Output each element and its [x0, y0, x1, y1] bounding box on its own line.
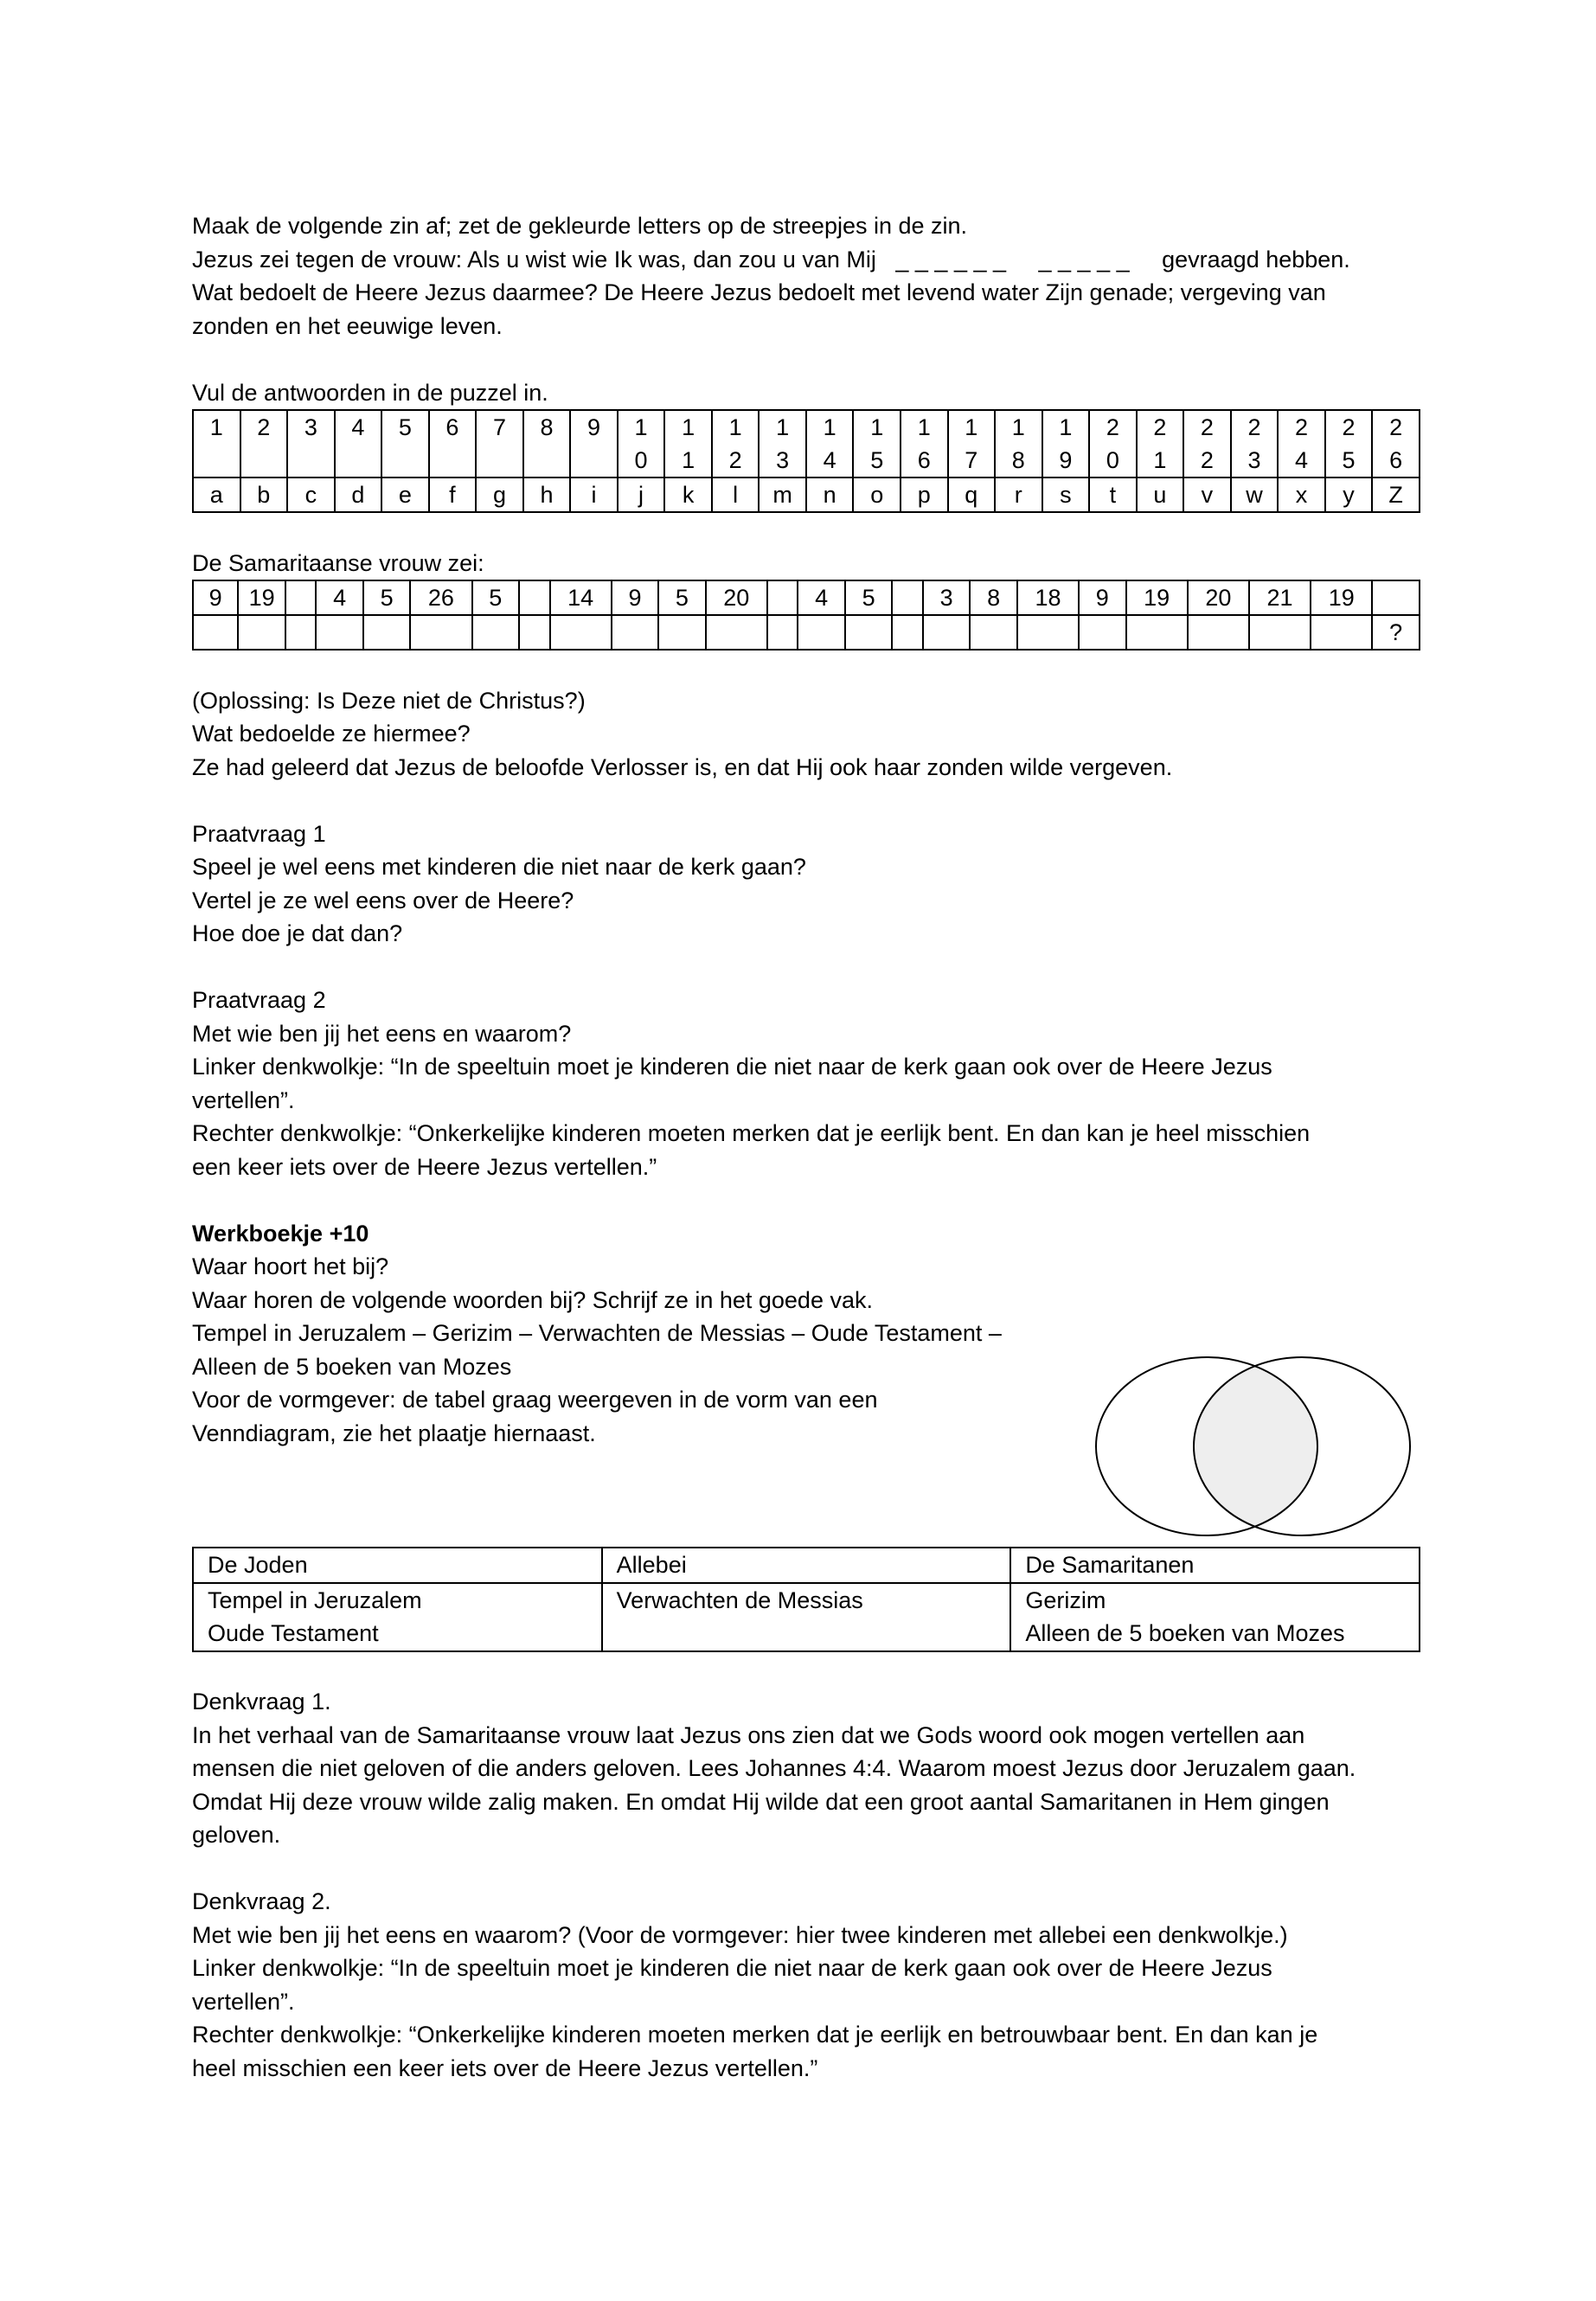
number-cell [1325, 410, 1373, 478]
letter-row [193, 478, 1420, 512]
answer-cell[interactable] [1079, 615, 1125, 650]
number-row [193, 410, 1420, 478]
answer-cell[interactable] [238, 615, 285, 650]
praat1-q2: Vertel je ze wel eens over de Heere? [192, 887, 574, 913]
answer-cell[interactable] [519, 615, 550, 650]
denk2-title: Denkvraag 2. [192, 1888, 331, 1914]
code-row [193, 580, 1420, 615]
letter-cell: p [901, 478, 948, 512]
number-digit: 2 [1247, 414, 1261, 440]
answer-cell[interactable] [1126, 615, 1188, 650]
intro-line-4: zonden en het eeuwige leven. [192, 312, 503, 339]
answer-cell[interactable] [845, 615, 892, 650]
letter-cell: j [618, 478, 665, 512]
werkboekje-line-1: Waar hoort het bij? [192, 1253, 389, 1279]
denk1-line-3: Omdat Hij deze vrouw wilde zalig maken. En omdat Hij wilde dat een groot aantal Samaritanen in Hem gingen [192, 1788, 1330, 1815]
number-digit: 1 [1011, 414, 1025, 440]
answer-cell[interactable] [658, 615, 705, 650]
werkboekje-line-3: Tempel in Jeruzalem – Gerizim – Verwachten de Messias – Oude Testament – [192, 1320, 1002, 1346]
number-cell [1089, 410, 1137, 478]
answer-cell[interactable] [363, 615, 410, 650]
number-cell [901, 410, 948, 478]
denk1-line-1: In het verhaal van de Samaritaanse vrouw laat Jezus ons zien dat we Gods woord ook mogen vertellen aan [192, 1721, 1305, 1748]
number-digit: 1 [776, 414, 790, 440]
number-digit: 1 [917, 414, 931, 440]
venn-header-allebei: Allebei [602, 1548, 1011, 1583]
letter-cell: e [381, 478, 429, 512]
number-digit: 1 [823, 414, 836, 440]
venn-overlap [1194, 1357, 1410, 1535]
letter-cell: f [429, 478, 477, 512]
praat1-q3: Hoe doe je dat dan? [192, 920, 403, 946]
letter-cell: g [476, 478, 523, 512]
number-cell [476, 410, 523, 478]
samaritan-label: De Samaritaanse vrouw zei: [192, 549, 484, 576]
number-digit: 2 [1342, 414, 1356, 440]
code-cell [1372, 580, 1420, 615]
number-cell [712, 410, 760, 478]
number-digit: 4 [1294, 447, 1308, 473]
letter-cell: y [1325, 478, 1373, 512]
code-cell: 5 [472, 580, 519, 615]
letter-cell: c [287, 478, 335, 512]
werkboekje-line-6: Venndiagram, zie het plaatje hiernaast. [192, 1420, 596, 1446]
letter-cell: w [1231, 478, 1279, 512]
denk2-line-3: vertellen”. [192, 1988, 295, 2015]
number-cell [523, 410, 571, 478]
number-digit: 7 [965, 447, 978, 473]
number-cell [429, 410, 477, 478]
code-cell: 9 [1079, 580, 1125, 615]
number-cell [335, 410, 382, 478]
werkboekje-line-5: Voor de vormgever: de tabel graag weergeven in de vorm van een [192, 1387, 878, 1413]
answer-cell[interactable] [798, 615, 844, 650]
letter-cell: Z [1372, 478, 1420, 512]
number-cell [1183, 410, 1231, 478]
number-digit: 2 [1294, 414, 1308, 440]
letter-cell: i [570, 478, 618, 512]
solution-line-3: Ze had geleerd dat Jezus de beloofde Verlosser is, en dat Hij ook haar zonden wilde vergeven. [192, 753, 1173, 780]
code-cell: 20 [1188, 580, 1249, 615]
letter-cell: s [1042, 478, 1090, 512]
number-cell [1372, 410, 1420, 478]
code-cell: 14 [550, 580, 612, 615]
answer-cell[interactable] [706, 615, 767, 650]
letter-cell: a [193, 478, 240, 512]
praat1-q1: Speel je wel eens met kinderen die niet naar de kerk gaan? [192, 854, 806, 880]
number-digit: 1 [1153, 447, 1167, 473]
praat2-q1: Met wie ben jij het eens en waarom? [192, 1020, 572, 1047]
denk2-line-4: Rechter denkwolkje: “Onkerkelijke kinderen moeten merken dat je eerlijk en betrouwbaar bent. En dan kan je [192, 2022, 1318, 2048]
number-cell [287, 410, 335, 478]
document-page [192, 209, 1420, 2085]
code-cell: 4 [798, 580, 844, 615]
number-digit: 3 [304, 414, 317, 440]
number-digit: 6 [445, 414, 459, 440]
number-digit: 1 [682, 414, 695, 440]
venn-header-samaritanen: De Samaritanen [1010, 1548, 1420, 1583]
praat2-title: Praatvraag 2 [192, 987, 326, 1013]
number-digit: 2 [1200, 447, 1214, 473]
answer-cell[interactable] [410, 615, 471, 650]
intro-sentence-end: gevraagd hebben. [1162, 246, 1350, 272]
denk2-line-1: Met wie ben jij het eens en waarom? (Voor de vormgever: hier twee kinderen met allebei een denkwolkje.) [192, 1921, 1288, 1948]
code-cell: 19 [238, 580, 285, 615]
number-digit: 8 [540, 414, 554, 440]
letter-cell: q [948, 478, 996, 512]
denk1-line-4: geloven. [192, 1822, 281, 1848]
number-cell [995, 410, 1042, 478]
intro-line-3: Wat bedoelt de Heere Jezus daarmee? De Heere Jezus bedoelt met levend water Zijn genade; vergeving van [192, 279, 1326, 305]
code-cell: 19 [1126, 580, 1188, 615]
number-digit: 6 [917, 447, 931, 473]
number-cell [1042, 410, 1090, 478]
number-digit: 0 [1106, 447, 1119, 473]
letter-cell: r [995, 478, 1042, 512]
number-digit: 1 [1059, 414, 1073, 440]
number-digit: 5 [870, 447, 884, 473]
answer-cell[interactable] [285, 615, 317, 650]
code-cell: 3 [923, 580, 970, 615]
number-digit: 9 [1059, 447, 1073, 473]
werkboekje-title: Werkboekje +10 [192, 1220, 369, 1247]
answer-cell[interactable] [1017, 615, 1079, 650]
letter-cell: k [664, 478, 712, 512]
venn-header-row [193, 1548, 1420, 1583]
number-cell [664, 410, 712, 478]
number-digit: 2 [1106, 414, 1119, 440]
number-digit: 2 [1153, 414, 1167, 440]
code-cell [892, 580, 923, 615]
number-cell [618, 410, 665, 478]
letter-cell: b [240, 478, 288, 512]
number-digit: 4 [351, 414, 365, 440]
number-digit: 5 [1342, 447, 1356, 473]
praat2-left-1: Linker denkwolkje: “In de speeltuin moet je kinderen die niet naar de kerk gaan ook over de Heere Jezus [192, 1054, 1272, 1080]
number-cell [948, 410, 996, 478]
letter-cell: h [523, 478, 571, 512]
number-digit: 1 [870, 414, 884, 440]
answer-cell[interactable] [923, 615, 970, 650]
solution-line-1: (Oplossing: Is Deze niet de Christus?) [192, 687, 586, 714]
letter-cell: l [712, 478, 760, 512]
venn-cell-samaritanen [1010, 1583, 1420, 1651]
venn-header-joden: De Joden [193, 1548, 602, 1583]
answer-cell[interactable] [1188, 615, 1249, 650]
question-mark-cell[interactable]: ? [1372, 615, 1420, 650]
code-cell: 20 [706, 580, 767, 615]
number-cell [853, 410, 901, 478]
letter-cell: x [1278, 478, 1325, 512]
number-digit: 1 [209, 414, 223, 440]
code-cell: 5 [363, 580, 410, 615]
code-cell: 19 [1311, 580, 1372, 615]
letter-cell: v [1183, 478, 1231, 512]
number-digit: 3 [1247, 447, 1261, 473]
venn-content-row [193, 1583, 1420, 1651]
code-cell: 5 [658, 580, 705, 615]
number-digit: 9 [587, 414, 601, 440]
number-cell [1231, 410, 1279, 478]
code-cell: 5 [845, 580, 892, 615]
joden-item-1: Tempel in Jeruzalem [208, 1586, 422, 1613]
number-digit: 3 [776, 447, 790, 473]
samaritan-code-table [192, 580, 1420, 651]
samaritanen-item-1: Gerizim [1025, 1586, 1106, 1613]
answer-cell[interactable] [892, 615, 923, 650]
intro-sentence: Jezus zei tegen de vrouw: Als u wist wie Ik was, dan zou u van Mij [192, 246, 876, 272]
answer-cell[interactable] [550, 615, 612, 650]
answer-cell[interactable] [193, 615, 238, 650]
denk1-line-2: mensen die niet geloven of die anders geloven. Lees Johannes 4:4. Waarom moest Jezus door Jeruzalem gaan. [192, 1755, 1356, 1781]
werkboekje-line-2: Waar horen de volgende woorden bij? Schrijf ze in het goede vak. [192, 1286, 873, 1313]
number-cell [570, 410, 618, 478]
denk2-line-2: Linker denkwolkje: “In de speeltuin moet je kinderen die niet naar de kerk gaan ook over de Heere Jezus [192, 1955, 1272, 1981]
solution-line-2: Wat bedoelde ze hiermee? [192, 721, 471, 747]
number-digit: 6 [1389, 447, 1403, 473]
denk1-title: Denkvraag 1. [192, 1689, 331, 1715]
number-digit: 2 [257, 414, 271, 440]
number-digit: 1 [965, 414, 978, 440]
puzzle-label: Vul de antwoorden in de puzzel in. [192, 379, 548, 406]
answer-cell[interactable] [472, 615, 519, 650]
code-cell: 21 [1249, 580, 1311, 615]
number-cell [1137, 410, 1184, 478]
code-cell: 9 [193, 580, 238, 615]
werkboekje-line-4: Alleen de 5 boeken van Mozes [192, 1353, 512, 1380]
joden-item-2: Oude Testament [208, 1620, 379, 1646]
number-digit: 2 [1200, 414, 1214, 440]
answer-row [193, 615, 1420, 650]
number-cell [193, 410, 240, 478]
blanks-word-2: _ _ _ _ _ [1038, 246, 1130, 272]
letter-cell: o [853, 478, 901, 512]
number-digit: 1 [728, 414, 742, 440]
letter-cell: t [1089, 478, 1137, 512]
venn-cell-joden [193, 1583, 602, 1651]
code-cell [519, 580, 550, 615]
answer-cell[interactable] [612, 615, 658, 650]
number-digit: 1 [634, 414, 648, 440]
intro-line-2 [192, 243, 1420, 277]
blanks-word-1: _ _ _ _ _ _ [895, 246, 1006, 272]
letter-cell: u [1137, 478, 1184, 512]
number-digit: 7 [492, 414, 506, 440]
code-cell: 26 [410, 580, 471, 615]
number-digit: 2 [1389, 414, 1403, 440]
allebei-item-1: Verwachten de Messias [616, 1586, 863, 1613]
number-digit: 1 [682, 447, 695, 473]
number-cell [806, 410, 854, 478]
venn-cell-allebei [602, 1583, 1011, 1651]
praat2-right-2: een keer iets over de Heere Jezus vertellen.” [192, 1153, 657, 1180]
code-cell: 4 [316, 580, 362, 615]
number-cell [759, 410, 806, 478]
code-cell [285, 580, 317, 615]
answer-cell[interactable] [1311, 615, 1372, 650]
praat2-left-2: vertellen”. [192, 1086, 295, 1113]
code-cell: 8 [970, 580, 1016, 615]
number-digit: 0 [634, 447, 648, 473]
code-cell [767, 580, 798, 615]
number-digit: 2 [728, 447, 742, 473]
praat1-title: Praatvraag 1 [192, 820, 326, 847]
samaritanen-item-2: Alleen de 5 boeken van Mozes [1025, 1620, 1345, 1646]
answer-cell[interactable] [316, 615, 362, 650]
venn-table [192, 1547, 1420, 1652]
letter-cell: d [335, 478, 382, 512]
answer-cell[interactable] [767, 615, 798, 650]
code-cell: 18 [1017, 580, 1079, 615]
intro-line-1: Maak de volgende zin af; zet de gekleurde letters op de streepjes in de zin. [192, 213, 968, 239]
number-cell [1278, 410, 1325, 478]
code-cell: 9 [612, 580, 658, 615]
number-digit: 5 [398, 414, 412, 440]
letter-code-table [192, 409, 1420, 513]
praat2-right-1: Rechter denkwolkje: “Onkerkelijke kinderen moeten merken dat je eerlijk bent. En dan kan je heel misschien [192, 1120, 1311, 1146]
number-cell [240, 410, 288, 478]
answer-cell[interactable] [970, 615, 1016, 650]
number-cell [381, 410, 429, 478]
denk2-line-5: heel misschien een keer iets over de Heere Jezus vertellen.” [192, 2054, 818, 2081]
answer-cell[interactable] [1249, 615, 1311, 650]
number-digit: 4 [823, 447, 836, 473]
letter-cell: n [806, 478, 854, 512]
number-digit: 8 [1011, 447, 1025, 473]
letter-cell: m [759, 478, 806, 512]
venn-diagram [1094, 1354, 1414, 1540]
